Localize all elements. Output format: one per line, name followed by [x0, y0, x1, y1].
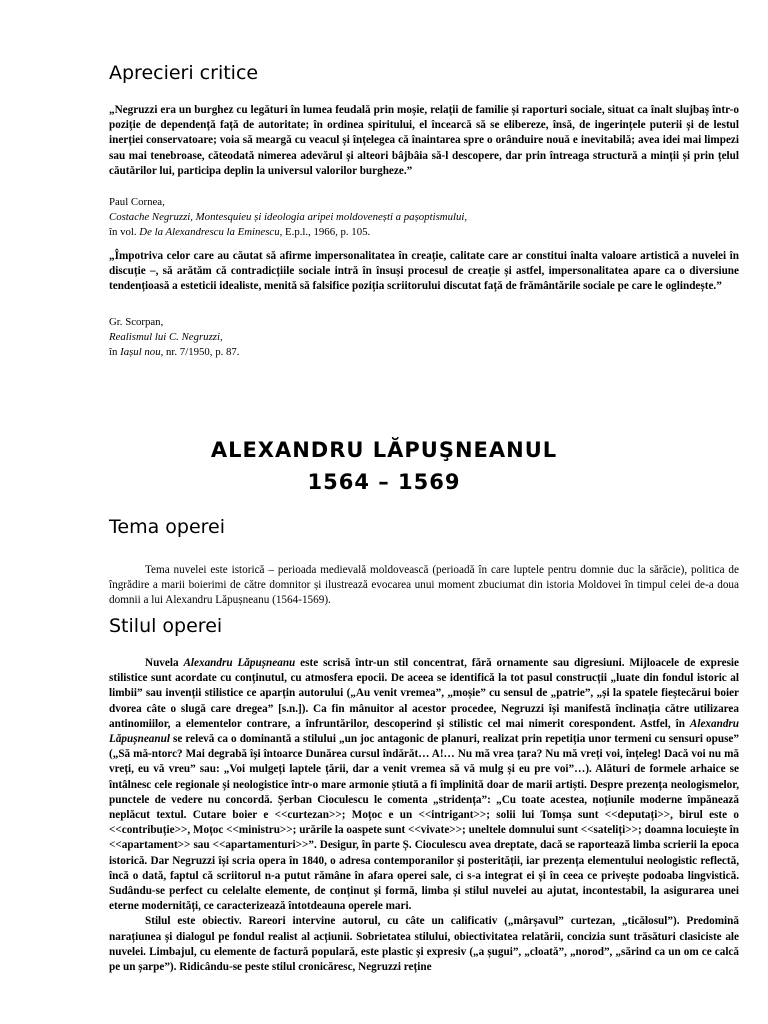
style-paragraph-2: Stilul este obiectiv. Rareori intervine autorul, cu câte un calificativ („mârșavul” curtezan, „ticălosul”). Predomină narațiunea și dialogul pe fondul realist al acțiunii. Sobrietatea stilului, obiectivitatea relatării, concizia sunt trăsături clasiciste ale nuvelei. Limbajul, cu elemente de factură populară, este plastic și expresiv („a șugui”, „cloată”, „norod”, „sărind ca un om ce calcă pe un șarpe”). Ridicându-se peste stilul cronicăresc, Negruzzi reține [109, 915, 739, 974]
critic-quote-scorpan: „Împotriva celor care au căutat să afirme impersonalitatea în creație, calitate care ar constitui înalta valoare artistică a nuvelei în discuție –, să arătăm că contradicțiile sociale intră în însuși procesul de creație și astfel, impersonalitatea apare ca o diversiune tendențioasă a esteticii idealiste, menită să falsifice poziția scriitorului discutat față de frământările sociale pe care le oglindește.” [109, 250, 739, 293]
citation-title: Costache Negruzzi, Montesquieu și ideologia aripei moldovenești a pașoptismului, [109, 211, 468, 224]
work-name: Alexandru Lăpușneanu [183, 657, 296, 669]
style-heading: Stilul operei [109, 615, 223, 637]
critic-quote-cornea: „Negruzzi era un burghez cu legături în lumea feudală prin moșie, relații de familie și raporturi sociale, situat ca înalt slujbaș într-o poziție de dependență față de autoritate; în ordinea spiritului, el încearcă să se elibereze, însă, de ingerințele puterii și de lestul inerției conservatoare; voia să meargă cu veacul și înțelegea că înaintarea spre o orânduire nouă e inevitabilă; avea idei mai limpezi sau mai tenebroase, căteodată nimerea adevărul și alteori bâjbâia să-l descopere, dar prin întreaga structură a minții și prin țelul căutărilor lui, participa deplin la universul valorilor burgheze.” [109, 104, 739, 177]
citation-author: Paul Cornea, [109, 196, 165, 208]
work-title: ALEXANDRU LĂPUŞNEANUL [210, 438, 558, 462]
critics-heading: Aprecieri critice [109, 62, 259, 84]
citation-cornea [109, 195, 709, 241]
style-text [109, 656, 739, 975]
citation-volume: De la Alexandrescu la Eminescu [139, 226, 280, 239]
work-name: Alexandru Lăpușneanul [109, 717, 739, 746]
citation-journal: Iașul nou [120, 346, 161, 359]
citation-rest: , nr. 7/1950, p. 87. [160, 346, 240, 359]
theme-heading: Tema operei [109, 516, 225, 538]
theme-text: Tema nuvelei este istorică – perioada medievală moldovească (perioadă în care luptele pentru domnie duc la sărăcie), politica de îngrădire a marii boierimi de către domnitor și ilustrează evocarea unui moment zbuciumat din istoria Moldovei în timpul celei de-a doua domnii a lui Alexandru Lăpușneanu (1564-1569). [109, 564, 739, 607]
citation-title: Realismul lui C. Negruzzi, [109, 331, 223, 344]
style-paragraph-1: Nuvela Alexandru Lăpușneanu este scrisă într-un stil concentrat, fără ornamente sau digresiuni. Mijloacele de expresie stilistice sunt acordate cu conținutul, cu atmosfera epocii. De aceea se identifică la tot pasul construcții „luate din fondul istoric al limbii” sau invenții stilistice ce aparțin autorului („Au venit vremea”, „moșie” cu sensul de „patrie”, „și la spatele fieștecărui boier dvorea câte o slugă care dregea” [s.n.]). Ca fin mânuitor al acestor procedee, Negruzzi își manifestă înclinația către utilizarea antinomiilor, a elementelor contrare, a înfruntărilor, descoperind și stilistic cel mai nimerit corespondent. Astfel, în Alexandru Lăpușneanul se relevă ca o dominantă a stilului „un joc antagonic de planuri, realizat prin repetiția unor termeni cu sensuri opuse” („Să mă-ntorc? Mai degrabă își întoarce Dunărea cursul îndărăt… A!… Nu mă vrea țara? Nu mă vreți voi, înțeleg! Dacă voi nu mă vreți, eu vă vreu” sau: „Voi mulgeți laptele țării, dar a venit vremea să vă mulg și eu pre voi”…). Alături de formele arhaice se întâlnesc cele regionale și neologistice într-o mare armonie știută a fi împlinită doar de marii artiști. Despre prezența neologismelor, punctele de vedere nu concordă. Șerban Cioculescu le comenta „stridența”: „Cu toate acestea, noțiunile moderne împănează neplăcut textul. Cutare boier e <<curtezan>>; Moțoc e un <<intrigant>>; solii lui Tomșa sunt <<deputați>>, birul este o <<contribuție>>, Moțoc <<ministru>>; urările la oaspete sunt <<vivate>>; uneltele domnului sunt <<sateliți>>; doamna locuiește în <<apartament>> sau <<apartamenturi>>”. Desigur, în parte Ș. Cioculescu avea dreptate, dacă se raportează limba scrierii la epoca istorică. Dar Negruzzi își scria opera în 1840, o adresa contemporanilor și posterității, iar prezența elementului neologistic reflectă, încă o dată, faptul că scriitorul n-a putut rămâne în afara operei sale, ci s-a integrat ei și în ceea ce privește podoaba lingvistică. Sudându-se perfect cu celelalte elemente, de conținut și formă, limba și stilul nuvelei au ajutat, incontestabil, la asigurarea unei eterne modernități, ce caracterizează întotdeauna operele mari. [109, 657, 739, 913]
work-years: 1564 – 1569 [307, 470, 461, 494]
citation-scorpan [109, 315, 709, 361]
citation-in: în vol. [109, 226, 140, 239]
citation-rest: , E.p.l., 1966, p. 105. [279, 226, 371, 239]
citation-in: în [109, 346, 121, 359]
citation-author: Gr. Scorpan, [109, 316, 164, 328]
